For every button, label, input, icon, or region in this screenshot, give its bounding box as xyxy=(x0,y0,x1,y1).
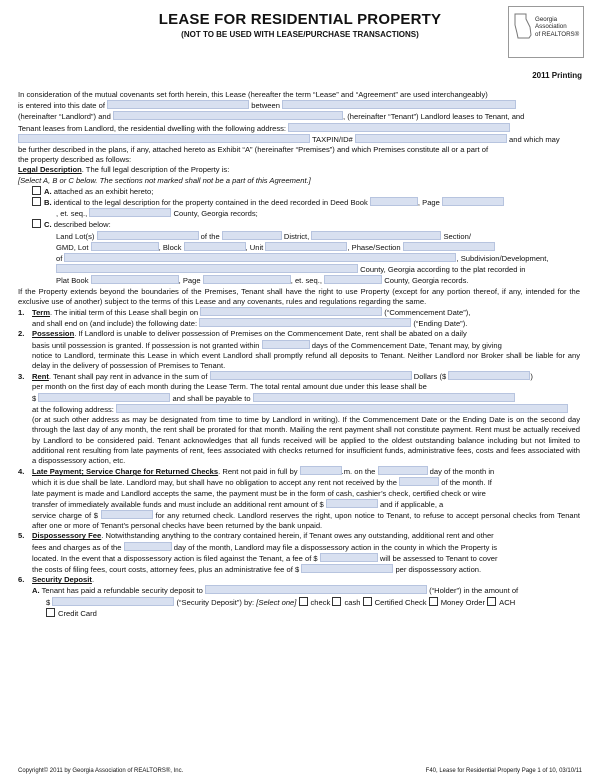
association-logo xyxy=(508,6,584,58)
commencement-date-field[interactable] xyxy=(200,307,382,316)
footer-form-id: F40, Lease for Residential Property Page 1 of 10, 03/10/11 xyxy=(425,768,582,774)
payment-address-field[interactable] xyxy=(116,404,568,413)
dispossessory-section-cont: fees and charges as of the day of the month, Landlord may file a dispossessory action in the county in which the Property is located. In the event that a dispossessory action is filed against the Tenant, a fee of $ will be assessed to Tenant to cover the costs of filing fees, court costs, attorney fees, plus an administrative fee of $ per dispossessory action. xyxy=(32,542,498,574)
possession-section: 2. Possession. If Landlord is unable to deliver possession of Premises on the Commencement Date, rent shall be abated on a daily basis until possession is granted. If possession is not granted within days of the Commencement Date, Tenant may, by giving xyxy=(18,329,502,350)
district-field[interactable] xyxy=(311,231,441,240)
lease-body xyxy=(18,90,580,619)
legal-description-section: Legal Description. The full legal description of the Property is: [Select A, B or C below. The sections not marked shall not be a part of this Agreement.] xyxy=(18,165,311,185)
dispossessory-section: 5. Dispossessory Fee. Notwithstanding anything to the contrary contained herein, if Tenant owes any outstanding, additional rent and other xyxy=(18,531,494,541)
land-lot-field[interactable] xyxy=(97,231,199,240)
option-a-checkbox[interactable] xyxy=(32,186,41,195)
deed-page-field[interactable] xyxy=(442,197,504,206)
rent-section: 3. Rent. Tenant shall pay rent in advance in the sum of Dollars ($ ) xyxy=(18,372,533,382)
late-payment-section: 4. Late Payment; Service Charge for Returned Checks. Rent not paid in full by .m. on the day of the month in xyxy=(18,467,495,477)
property-address-field-2[interactable] xyxy=(18,134,310,143)
phase-section-field[interactable] xyxy=(403,242,495,251)
possession-days-field[interactable] xyxy=(262,340,310,349)
rent-amount-words-field[interactable] xyxy=(210,371,412,380)
returned-check-fee-field[interactable] xyxy=(101,510,153,519)
ending-date-field[interactable] xyxy=(199,318,411,327)
deposit-holder-field[interactable] xyxy=(205,585,427,594)
term-section: 1. Term. The initial term of this Lease shall begin on (“Commencement Date”), xyxy=(18,308,471,318)
security-deposit-section: 6. Security Deposit. xyxy=(18,575,95,585)
total-rent-field[interactable] xyxy=(38,393,170,402)
plat-county-field[interactable] xyxy=(56,264,358,273)
plat-book-field[interactable] xyxy=(91,275,179,284)
document-title: LEASE FOR RESIDENTIAL PROPERTY xyxy=(158,11,442,28)
option-c-checkbox[interactable] xyxy=(32,219,41,228)
subdivision-field[interactable] xyxy=(64,253,456,262)
late-payment-section-cont: which it is due shall be late. Landlord may, but shall have no obligation to accept any rent not received by the of the month. If late payment is made and Landlord accepts the same, the payment must be in the form of cash, cashier’s check, certified check or wire transfer of immediately available funds and must include an additional rent amount of $ and if applicable, a service charge of $ for any returned check. Landlord reserves the right, upon notice to Tenant, to refuse to accept personal checks from Tenant after one or more of Tenant’s personal checks have been returned by the bank unpaid. xyxy=(32,478,580,531)
rent-section-terms: (or at such other address as may be designated from time to time by Landlord in writing). If the Commencement Date or the Ending Date is on the second day through the last day of any month, the rent shall be prorated for that month. Mailing the rent payment shall not constitute payment. Rent must be actually received by Landlord to be considered paid. Tenant acknowledges that all funds received will be applied to the oldest outstanding balance including but not limited to additional rent resulting from late payments of rent, fees associated with checks returned for insufficient funds, administrative fees, costs and fees associated with a dispossessory action, etc. xyxy=(32,415,580,465)
rent-section-cont: per month on the first day of each month during the Lease Term. The total rental amount due under this lease shall be $ and shall be payable to at the following address: xyxy=(18,382,580,415)
block-field[interactable] xyxy=(184,242,246,251)
logo-text: Georgia Association of REALTORS® xyxy=(535,16,580,38)
georgia-state-icon xyxy=(513,13,533,39)
money-order-checkbox[interactable] xyxy=(429,597,438,606)
legal-option-c-details: Land Lot(s) of the District, Section/ GMD, Lot , Block , Unit , Phase/Section of , Subdivision/Development, County, Georgia according to the plat recorded in Plat Book , Page , et. seq., County, Georgia records. xyxy=(56,231,549,286)
late-accept-day-field[interactable] xyxy=(399,477,439,486)
security-deposit-option-a: A. Tenant has paid a refundable security deposit to (“Holder”) in the amount of xyxy=(32,586,519,596)
rent-amount-field[interactable] xyxy=(448,371,530,380)
ach-checkbox[interactable] xyxy=(487,597,496,606)
option-b-checkbox[interactable] xyxy=(32,197,41,206)
dispossessory-fee-field[interactable] xyxy=(320,553,378,562)
legal-option-c: C. described below: xyxy=(18,219,580,230)
footer-copyright: Copyright© 2011 by Georgia Association of REALTORS®, Inc. xyxy=(18,768,184,774)
deed-book-field[interactable] xyxy=(370,197,418,206)
dispossessory-day-field[interactable] xyxy=(124,542,172,551)
legal-option-b: B. identical to the legal description for the property contained in the deed recorded in Deed Book , Page xyxy=(18,197,580,208)
check-checkbox[interactable] xyxy=(299,597,308,606)
term-section-cont: and shall end on (and include) the following date: (“Ending Date”). xyxy=(32,319,468,329)
legal-option-a: A. attached as an exhibit hereto; xyxy=(18,186,580,197)
late-day-field[interactable] xyxy=(378,466,428,475)
property-address-field[interactable] xyxy=(288,123,510,132)
district-number-field[interactable] xyxy=(222,231,282,240)
deed-etseq-field[interactable] xyxy=(89,208,171,217)
taxpin-field[interactable] xyxy=(355,134,507,143)
possession-section-cont: notice to Landlord, terminate this Lease in which event Landlord shall promptly refund all deposits to Tenant. Neither Landlord nor Broker shall be liable for any delay in the delivery of possession of Premises to Tenant. xyxy=(32,350,580,371)
tenant-name-field[interactable] xyxy=(113,111,343,120)
plat-page-field[interactable] xyxy=(203,275,291,284)
document-subtitle: (NOT TO BE USED WITH LEASE/PURCHASE TRANSACTIONS) xyxy=(181,30,419,39)
payable-to-field[interactable] xyxy=(253,393,515,402)
deposit-amount-field[interactable] xyxy=(52,597,174,606)
certified-check-checkbox[interactable] xyxy=(363,597,372,606)
security-deposit-method: $ (“Security Deposit”) by: [Select one] check cash Certified Check Money Order ACH Credit Card xyxy=(46,597,516,618)
legal-option-b-cont: , et. seq., County, Georgia records; xyxy=(56,209,258,219)
administrative-fee-field[interactable] xyxy=(301,564,393,573)
intro-paragraph: In consideration of the mutual covenants set forth herein, this Lease (hereafter the term “Lease” and “Agreement” are used interchangeably) is entered into this date of between (hereinafter “Landlord”) and , (hereinafter “Tenant”) Landlord leases to Tenant, and Tenant leases from Landlord, the residential dwelling with the following address: TAXPIN/ID# and which may be further described in the plans, if any, attached hereto as Exhibit “A” (hereinafter “Premises”) and which Premises constitute all or a part of the property described as follows: xyxy=(18,90,560,165)
unit-field[interactable] xyxy=(265,242,347,251)
cash-checkbox[interactable] xyxy=(332,597,341,606)
credit-card-checkbox[interactable] xyxy=(46,608,55,617)
plat-etseq-field[interactable] xyxy=(324,275,382,284)
lot-field[interactable] xyxy=(91,242,159,251)
late-time-field[interactable] xyxy=(300,466,342,475)
premises-boundary-paragraph: If the Property extends beyond the boundaries of the Premises, Tenant shall have the right to use Property (except for any portion thereof, if any, intended for the exclusive use of another) subject to the terms of this Lease and any covenants, rules and regulations regarding the same. xyxy=(18,286,580,306)
late-fee-field[interactable] xyxy=(326,499,378,508)
landlord-name-field[interactable] xyxy=(282,100,516,109)
lease-date-field[interactable] xyxy=(107,100,249,109)
printing-year: 2011 Printing xyxy=(532,71,582,80)
